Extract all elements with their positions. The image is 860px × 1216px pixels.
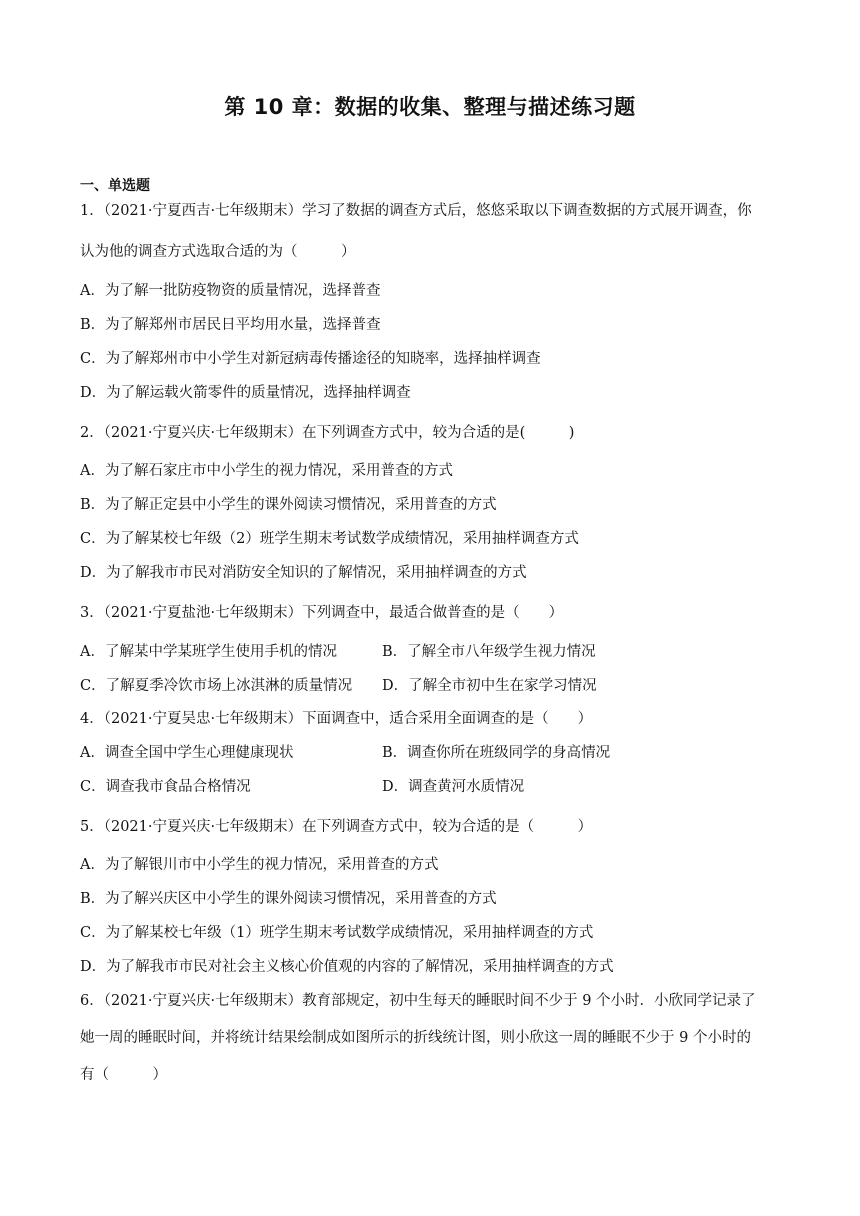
question-1-stem-line1: 1．（2021·宁夏西吉·七年级期末）学习了数据的调查方式后，悠悠采取以下调查数据的方式展开调查，你: [80, 203, 752, 219]
question-3-row-ab: [80, 642, 780, 662]
question-6-stem-line3: 有（ ）: [80, 1067, 167, 1083]
section-heading: 一、单选题: [80, 178, 150, 194]
question-4-option-b: B．调查你所在班级同学的身高情况: [382, 745, 611, 761]
question-3-option-d: D．了解全市初中生在家学习情况: [382, 678, 597, 694]
question-6-stem-line2: 她一周的睡眠时间，并将统计结果绘制成如图所示的折线统计图，则小欣这一周的睡眠不少于 9 个小时的: [80, 1030, 751, 1046]
question-2-option-a: A．为了解石家庄市中小学生的视力情况，采用普查的方式: [80, 463, 453, 479]
question-1-option-a: A．为了解一批防疫物资的质量情况，选择普查: [80, 283, 381, 299]
question-1-option-b: B．为了解郑州市居民日平均用水量，选择普查: [80, 317, 381, 333]
page-title: 第 10 章：数据的收集、整理与描述练习题: [224, 95, 636, 119]
question-1-option-d: D．为了解运载火箭零件的质量情况，选择抽样调查: [80, 385, 411, 401]
question-5-option-b: B．为了解兴庆区中小学生的课外阅读习惯情况，采用普查的方式: [80, 891, 497, 907]
question-4-row-ab: [80, 743, 780, 763]
question-5-stem: 5．（2021·宁夏兴庆·七年级期末）在下列调查方式中，较为合适的是（ ）: [80, 819, 593, 835]
question-1-stem-line2: 认为他的调查方式选取合适的为（ ）: [80, 244, 356, 260]
question-2-option-c: C．为了解某校七年级（2）班学生期末考试数学成绩情况，采用抽样调查方式: [80, 531, 579, 547]
question-5-option-c: C．为了解某校七年级（1）班学生期末考试数学成绩情况，采用抽样调查的方式: [80, 925, 594, 941]
question-2-stem: 2．（2021·宁夏兴庆·七年级期末）在下列调查方式中，较为合适的是( ): [80, 425, 575, 441]
question-2-option-d: D．为了解我市市民对消防安全知识的了解情况，采用抽样调查的方式: [80, 565, 527, 581]
question-4-option-c: C．调查我市食品合格情况: [80, 779, 251, 795]
question-3-row-cd: [80, 676, 780, 696]
question-4-stem: 4．（2021·宁夏吴忠·七年级期末）下面调查中，适合采用全面调查的是（ ）: [80, 711, 593, 727]
question-5-option-a: A．为了解银川市中小学生的视力情况，采用普查的方式: [80, 857, 439, 873]
question-4-row-cd: [80, 777, 780, 797]
question-1-option-c: C．为了解郑州市中小学生对新冠病毒传播途径的知晓率，选择抽样调查: [80, 351, 541, 367]
question-2-option-b: B．为了解正定县中小学生的课外阅读习惯情况，采用普查的方式: [80, 497, 497, 513]
question-3-option-b: B．了解全市八年级学生视力情况: [382, 644, 596, 660]
question-3-option-a: A．了解某中学某班学生使用手机的情况: [80, 644, 337, 660]
question-4-option-a: A．调查全国中学生心理健康现状: [80, 745, 294, 761]
question-3-stem: 3．（2021·宁夏盐池·七年级期末）下列调查中，最适合做普查的是（ ）: [80, 605, 564, 621]
question-6-stem-line1: 6．（2021·宁夏兴庆·七年级期末）教育部规定，初中生每天的睡眠时间不少于 9 个小时．小欣同学记录了: [80, 993, 756, 1009]
question-4-option-d: D．调查黄河水质情况: [382, 779, 525, 795]
question-5-option-d: D．为了解我市市民对社会主义核心价值观的内容的了解情况，采用抽样调查的方式: [80, 959, 614, 975]
question-3-option-c: C．了解夏季冷饮市场上冰淇淋的质量情况: [80, 678, 353, 694]
